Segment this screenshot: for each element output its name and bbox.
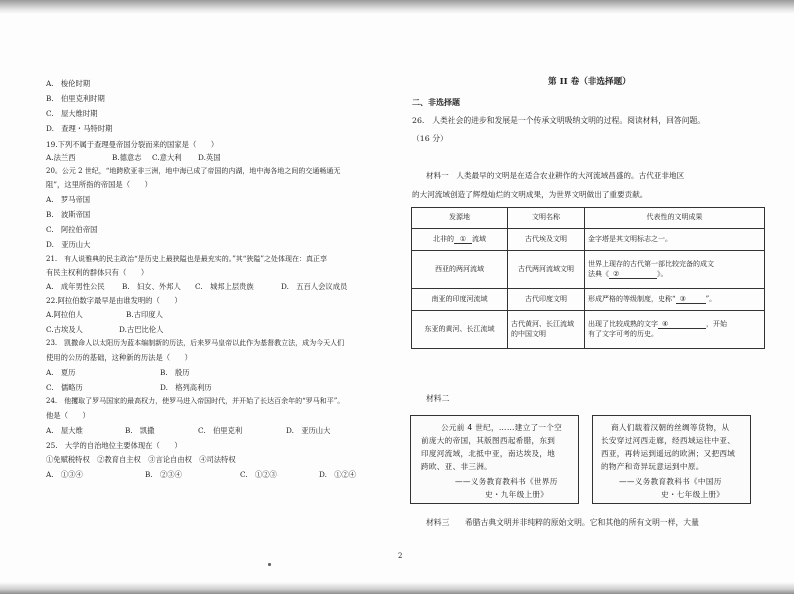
scan-edge-bottom xyxy=(0,582,794,594)
row-civ-name: 古代两河流域文明 xyxy=(508,251,585,289)
table-header-row xyxy=(412,208,765,229)
q22-option-a: A.阿拉伯人 xyxy=(46,310,83,319)
blank-label: ④ xyxy=(662,320,669,329)
q21-option-b: B. 妇女、外邦人 xyxy=(122,282,181,291)
answer-blank-4[interactable] xyxy=(658,321,706,329)
q24-option-d: D. 亚历山大 xyxy=(286,426,331,435)
q18-option-c: C. 屋大维时期 xyxy=(46,109,98,118)
box1-line-4: 跨欧、亚、非三洲。 xyxy=(421,462,493,471)
scan-speck xyxy=(268,563,271,566)
civ-name-line: 古代黄河、长江流域 xyxy=(511,320,574,329)
achievement-text: 》。 xyxy=(657,269,668,278)
box2-source-1: ——义务教育教科书《中国历 xyxy=(619,477,722,486)
achievement-line xyxy=(588,270,761,279)
q23-option-a: A. 夏历 xyxy=(46,368,76,377)
header-civ-name: 文明名称 xyxy=(508,208,585,229)
q20-option-a: A. 罗马帝国 xyxy=(46,195,91,204)
q19-option-d: D.英国 xyxy=(198,153,221,162)
material2-box-chinese-history xyxy=(592,415,751,504)
row-origin: 西亚的两河流域 xyxy=(412,251,508,289)
q19-option-c: C.意大利 xyxy=(152,153,182,162)
row-origin: 东亚的黄河、长江流域 xyxy=(412,311,508,349)
box1-source-1: ——义务教育教科书《世界历 xyxy=(455,477,558,486)
q25-items: ①免赋税特权 ②教育自主权 ③言论自由权 ④司法特权 xyxy=(46,455,236,464)
q23-option-b: B. 殷历 xyxy=(160,368,190,377)
blank-label: ① xyxy=(459,234,467,243)
row-origin: 南亚的印度河流域 xyxy=(412,289,508,311)
row-civ-name: 古代印度文明 xyxy=(508,289,585,311)
achievement-text: 形成严格的等级制度，史称“ xyxy=(588,294,676,303)
table-row xyxy=(412,311,765,349)
material1-line-1: 材料一 人类最早的文明是在适合农业耕作的大河流域昌盛的。古代亚非地区 xyxy=(426,171,685,180)
q24-option-c: C. 伯里克利 xyxy=(198,426,243,435)
q24-option-a: A. 屋大维 xyxy=(46,426,83,435)
q21-option-d: D. 五百人会议成员 xyxy=(281,282,348,291)
box1-line-1: 公元前 4 世纪，……建立了一个空 xyxy=(441,423,563,432)
row-civ-name xyxy=(508,311,585,349)
row-origin xyxy=(412,229,508,251)
section-title: 第 II 卷（非选择题） xyxy=(548,77,631,87)
q22-option-c: C.古埃及人 xyxy=(46,325,83,334)
q18-option-a: A. 梭伦时期 xyxy=(46,79,91,88)
civilization-table xyxy=(411,207,765,349)
q21-option-c: C. 城邦上层贵族 xyxy=(195,282,254,291)
q23-stem-line-1: 23. 凯撒命人以太阳历为蓝本编制新的历法，后来罗马皇帝以此作为基督教立法，成为今天人们 xyxy=(46,339,345,347)
part-title: 二、非选择题 xyxy=(412,97,460,107)
page-number: 2 xyxy=(398,552,403,560)
q19-option-b: B.德意志 xyxy=(112,153,142,162)
q25-option-d: D. ①②④ xyxy=(319,470,357,479)
header-origin: 发源地 xyxy=(412,208,508,229)
q19-option-a: A.法兰西 xyxy=(46,153,76,162)
row-civ-name: 古代埃及文明 xyxy=(508,229,585,251)
q24-stem-line-1: 24. 他攫取了罗马国家的最高权力，使罗马进入帝国时代，并开始了长达百余年的“罗马和平”。 xyxy=(46,397,345,405)
q20-option-d: D. 亚历山大 xyxy=(46,240,91,249)
q20-option-b: B. 波斯帝国 xyxy=(46,210,91,219)
answer-blank-2[interactable] xyxy=(609,271,657,279)
q22-option-b: B.古印度人 xyxy=(126,310,163,319)
blank-label: ② xyxy=(613,269,620,278)
table-row xyxy=(412,229,765,251)
header-achievement: 代表性的文明成果 xyxy=(585,208,765,229)
q23-option-c: C. 儒略历 xyxy=(46,383,83,392)
q25-option-c: C. ①②③ xyxy=(240,470,277,479)
q18-option-b: B. 伯里克利时期 xyxy=(46,94,105,103)
q19-stem: 19.下列不属于查理曼帝国分裂而来的国家是（ ） xyxy=(46,140,219,149)
box1-source-2: 史・九年级上册》 xyxy=(485,490,549,499)
row-achievement: 金字塔是其文明标志之一。 xyxy=(585,229,765,251)
answer-blank-1[interactable] xyxy=(454,236,472,244)
achievement-text: 法典《 xyxy=(588,269,609,278)
q24-option-b: B. 凯撒 xyxy=(125,426,155,435)
blank-label: ③ xyxy=(679,294,686,303)
box1-line-3: 印度河流域，北抵中亚，南达埃及，地 xyxy=(421,449,556,458)
box2-line-4: 的物产和奇异玩意运到中原。 xyxy=(601,462,704,471)
achievement-text: ”。 xyxy=(705,294,717,303)
q21-option-a: A. 成年男性公民 xyxy=(46,282,105,291)
q23-stem-line-2: 使用的公历的基础，这种新的历法是（ ） xyxy=(46,353,192,362)
box2-line-1: 商人们载着汉朝的丝绸等货物，从 xyxy=(611,423,730,432)
q25-option-b: B. ②③④ xyxy=(145,470,182,479)
q20-stem-line-2: 阻”，这里所指的帝国是（ ） xyxy=(46,180,152,189)
material2-title: 材料二 xyxy=(426,394,450,403)
q18-option-d: D. 查理・马特时期 xyxy=(46,124,113,133)
box2-line-3: 西亚，再转运到遥远的欧洲；又把西域 xyxy=(601,449,736,458)
scan-edge-top xyxy=(0,0,794,14)
table-row xyxy=(412,251,765,289)
q22-option-d: D.古巴比伦人 xyxy=(119,325,164,334)
q26-score: （16 分） xyxy=(412,134,448,143)
achievement-line: 世界上现存的古代第一部比较完备的成文 xyxy=(588,260,714,269)
box2-source-2: 史・七年级上册》 xyxy=(661,490,725,499)
q24-stem-line-2: 他是（ ） xyxy=(46,411,90,420)
origin-text: 流域 xyxy=(472,234,486,243)
achievement-line: 有了文字可考的历史。 xyxy=(588,329,658,338)
material1-line-2: 的大河流域创造了辉煌灿烂的文明成果，为世界文明做出了重要贡献。 xyxy=(412,190,648,199)
q23-option-d: D. 格列高利历 xyxy=(160,383,212,392)
table-row xyxy=(412,289,765,311)
q20-stem-line-1: 20。公元 2 世纪，“地跨欧亚非三洲，地中海已成了帝国的内湖，地中海各地之间的交通畅通无 xyxy=(46,167,341,175)
box1-line-2: 前庞大的帝国，其版图西起希腊，东到 xyxy=(421,436,556,445)
row-achievement xyxy=(585,251,765,289)
row-achievement xyxy=(585,289,765,311)
civ-name-line: 的中国文明 xyxy=(511,329,546,338)
origin-text: 北非的 xyxy=(433,234,454,243)
q20-option-c: C. 阿拉伯帝国 xyxy=(46,225,98,234)
q26-stem: 26. 人类社会的进步和发展是一个传承文明吸纳文明的过程。阅读材料，回答问题。 xyxy=(412,116,706,125)
box2-line-2: 长安穿过河西走廊，经西域运往中亚、 xyxy=(601,436,736,445)
q22-stem: 22.阿拉伯数字最早是由谁发明的（ ） xyxy=(46,296,182,305)
q21-stem-line-1: 21. 有人说雅典的民主政治“是历史上最狭隘也是最充实的。”其“狭隘”之处体现在：真正享 xyxy=(46,255,327,263)
q25-option-a: A. ①③④ xyxy=(46,470,83,479)
row-achievement xyxy=(585,311,765,349)
material2-box-world-history xyxy=(410,415,579,504)
achievement-text: ，开始 xyxy=(706,320,727,329)
answer-blank-3[interactable] xyxy=(676,296,706,304)
achievement-text: 出现了比较成熟的文字 xyxy=(588,320,658,329)
q25-stem: 25. 大学的自治地位主要体现在（ ） xyxy=(46,441,182,450)
achievement-line xyxy=(588,320,761,329)
q21-stem-line-2: 有民主权利的群体只有（ ） xyxy=(46,268,149,277)
material3-line: 材料三 希腊古典文明并非纯粹的原始文明。它和其他的所有文明一样，大量 xyxy=(426,518,699,527)
